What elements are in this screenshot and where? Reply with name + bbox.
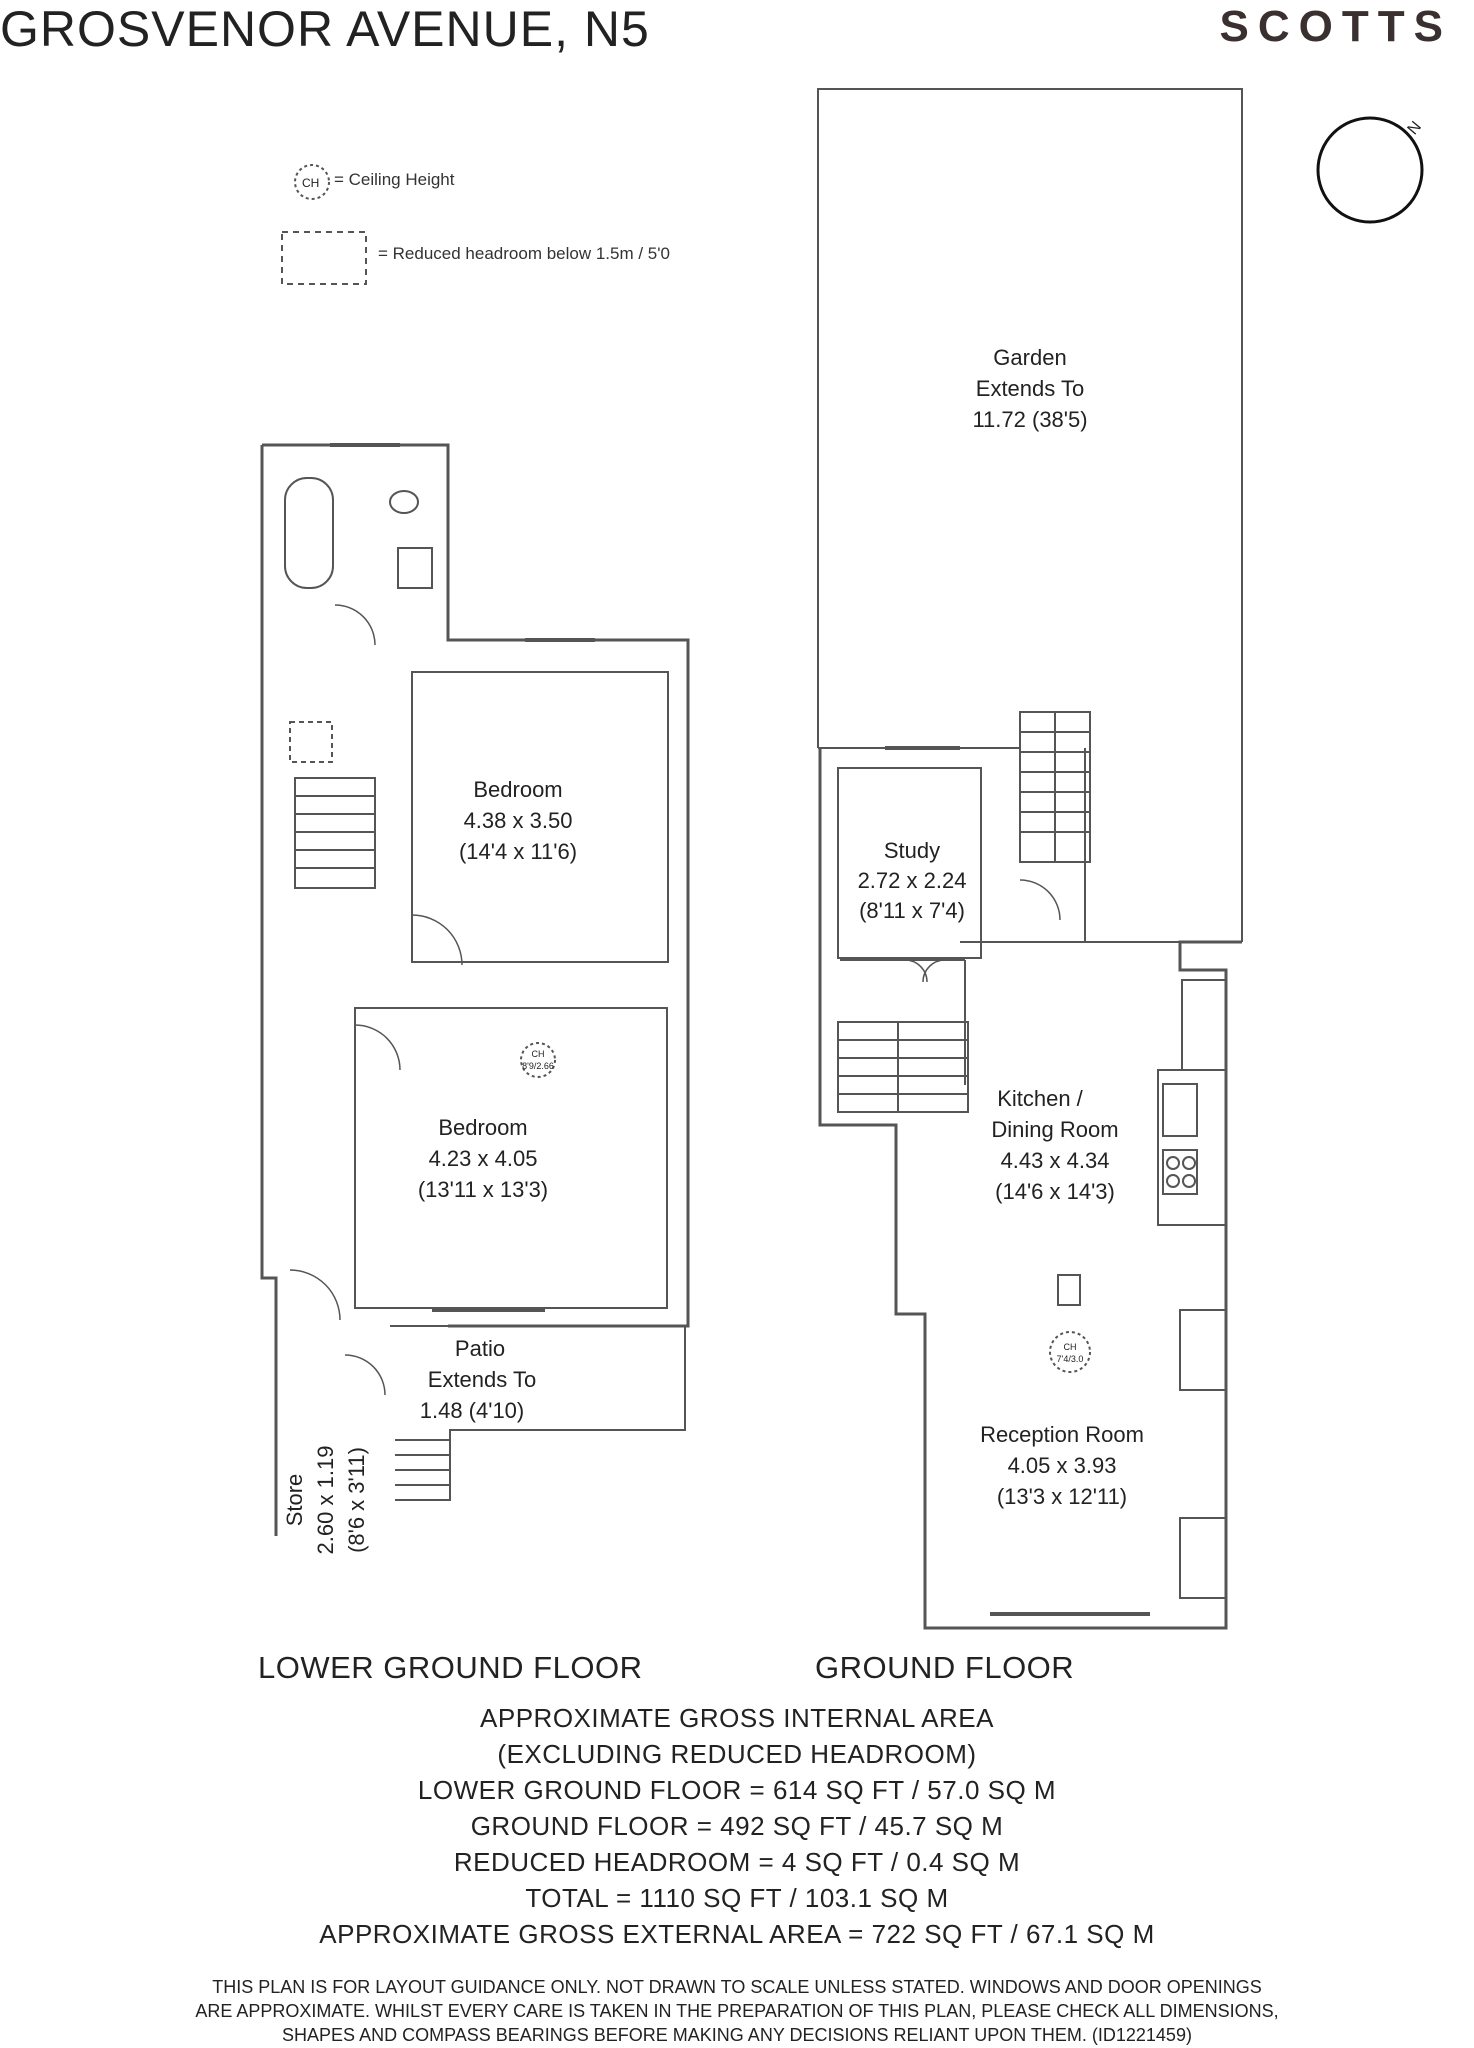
area-line: LOWER GROUND FLOOR = 614 SQ FT / 57.0 SQ M [417,1775,1057,1805]
ceiling-height-icon [1050,1332,1090,1372]
garden-length: 11.72 (38'5) [972,407,1088,432]
study-metric: 2.72 x 2.24 [857,868,967,893]
lower-ground-floor-label: LOWER GROUND FLOOR [258,1650,643,1685]
bedroom-upper-imperial: (14'4 x 11'6) [458,839,578,864]
disclaimer-line: SHAPES AND COMPASS BEARINGS BEFORE MAKING ANY DECISIONS RELIANT UPON THEM. (ID1221459) [282,2025,1192,2045]
store-metric: 2.60 x 1.19 [313,1445,338,1555]
study-imperial: (8'11 x 7'4) [859,898,965,923]
sink-icon [1163,1084,1197,1136]
bedroom-ch-symbol: CH [531,1049,545,1059]
kitchen-name-line2: Dining Room [991,1117,1119,1142]
area-line: APPROXIMATE GROSS INTERNAL AREA [480,1703,994,1733]
ground-floor-label: GROUND FLOOR [815,1650,1075,1685]
hob-icon [1163,1150,1197,1194]
reception-metric: 4.05 x 3.93 [1007,1453,1117,1478]
garden-name: Garden [993,345,1067,370]
patio-length: 1.48 (4'10) [419,1398,525,1423]
disclaimer [0,1975,1474,2047]
study-name: Study [883,838,941,863]
garden-extends: Extends To [975,376,1085,401]
bedroom-lower-imperial: (13'11 x 13'3) [417,1177,549,1202]
area-line: REDUCED HEADROOM = 4 SQ FT / 0.4 SQ M [453,1847,1021,1877]
area-line: APPROXIMATE GROSS EXTERNAL AREA = 722 SQ FT / 67.1 SQ M [319,1919,1155,1949]
store-name: Store [282,1473,307,1527]
disclaimer-line: THIS PLAN IS FOR LAYOUT GUIDANCE ONLY. NOT DRAWN TO SCALE UNLESS STATED. WINDOWS AND DOOR OPENINGS [212,1977,1262,1997]
bedroom-lower-metric: 4.23 x 4.05 [428,1146,538,1171]
area-line: GROUND FLOOR = 492 SQ FT / 45.7 SQ M [470,1811,1004,1841]
reception-imperial: (13'3 x 12'11) [996,1484,1128,1509]
reception-ch-symbol: CH [1063,1342,1077,1352]
reception-ch-value: 7'4/3.0 [1056,1354,1084,1364]
washbasin-icon [398,548,432,588]
disclaimer-line: ARE APPROXIMATE. WHILST EVERY CARE IS TAKEN IN THE PREPARATION OF THIS PLAN, PLEASE CHECK ALL DIMENSIONS, [195,2001,1279,2021]
compass-north-label: N [1404,118,1425,139]
kitchen-name: Kitchen / [997,1086,1083,1111]
store-imperial: (8'6 x 3'11) [344,1447,369,1553]
bedroom-ch-value: 8'9/2.66 [522,1061,554,1071]
kitchen-imperial: (14'6 x 14'3) [995,1179,1115,1204]
toilet-icon [390,491,418,513]
bedroom-upper-name: Bedroom [473,777,563,802]
area-line: (EXCLUDING REDUCED HEADROOM) [497,1739,977,1769]
patio-name: Patio [454,1336,506,1361]
bathtub-icon [285,478,333,588]
compass-icon [1318,118,1425,222]
kitchen-metric: 4.43 x 4.34 [1000,1148,1110,1173]
reception-name: Reception Room [980,1422,1144,1447]
area-line: TOTAL = 1110 SQ FT / 103.1 SQ M [525,1883,949,1913]
reduced-headroom-icon [282,232,366,284]
legend-ch-label: = Ceiling Height [334,170,455,189]
legend-reduced-headroom-label: = Reduced headroom below 1.5m / 5'0 [378,244,670,263]
garden-outline [818,89,1242,942]
area-summary [0,1700,1474,1952]
page-title: GROSVENOR AVENUE, N5 [0,1,650,57]
legend-ch-symbol: CH [302,176,320,190]
brand-logo: SCOTTS [1219,2,1452,51]
bedroom-upper-metric: 4.38 x 3.50 [463,808,573,833]
bedroom-lower-name: Bedroom [438,1115,528,1140]
patio-extends: Extends To [427,1367,537,1392]
